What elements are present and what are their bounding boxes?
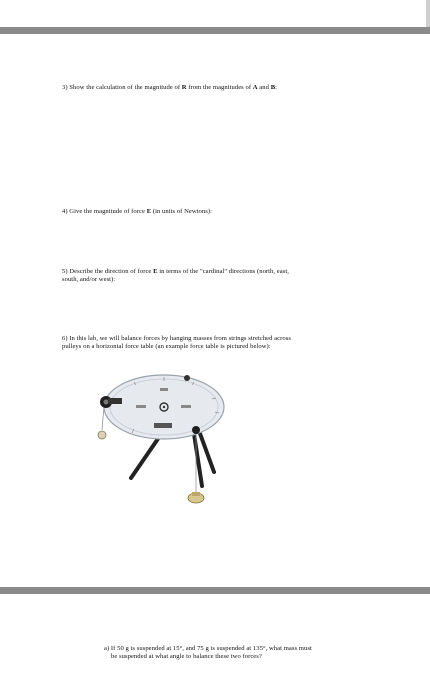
pulley-left-hub (104, 400, 109, 405)
q3-text: 3) Show the calculation of the magnitude of (62, 84, 182, 91)
q3-b: B (270, 84, 276, 91)
qa-line1: a) If 50 g is suspended at 15°, and 75 g is suspended at 135°, what mass must (104, 645, 312, 652)
question-5 (62, 268, 362, 285)
label-plate-front (154, 423, 172, 428)
mass-hanger (192, 492, 200, 496)
page-edge (426, 0, 430, 30)
q4-end: (in units of Newtons): (151, 208, 212, 215)
q5-line1-end: in terms of the "cardinal" directions (north, east, (157, 268, 289, 275)
pulley-back (184, 375, 190, 381)
q4-e: E (146, 208, 152, 215)
label-plate-top (160, 388, 168, 391)
qa-line2: be suspended at what angle to balance these two forces? (111, 653, 262, 661)
force-table-drawing (86, 368, 226, 523)
question-6 (62, 335, 362, 352)
q4-text: 4) Give the magnitude of force (62, 208, 147, 215)
leg-front (194, 434, 202, 486)
label-plate-right (181, 405, 191, 408)
question-4 (62, 208, 362, 216)
q5-e: E (153, 268, 158, 275)
force-table-image (86, 368, 226, 523)
question-a (104, 645, 374, 662)
q6-line2: pulleys on a horizontal force table (an example force table is pictured below): (62, 343, 271, 351)
q3-r: R (181, 84, 187, 91)
q5-line2: south, and/or west): (62, 276, 116, 284)
label-plate-left (136, 405, 146, 408)
q3-and: and (257, 84, 271, 91)
q3-a: A (252, 84, 258, 91)
q6-line1: 6) In this lab, we will balance forces by hanging masses from strings stretched across (62, 335, 291, 342)
pulley-front (192, 426, 200, 434)
question-3 (62, 84, 362, 92)
clamp-left (108, 398, 122, 404)
page-divider-bottom (0, 587, 430, 594)
q3-end: : (275, 84, 278, 91)
q3-mid: from the magnitudes of (186, 84, 253, 91)
hanging-mass-left (98, 431, 106, 439)
page-divider-top (0, 27, 430, 34)
center-pin (163, 406, 165, 408)
q5-text: 5) Describe the direction of force (62, 268, 154, 275)
